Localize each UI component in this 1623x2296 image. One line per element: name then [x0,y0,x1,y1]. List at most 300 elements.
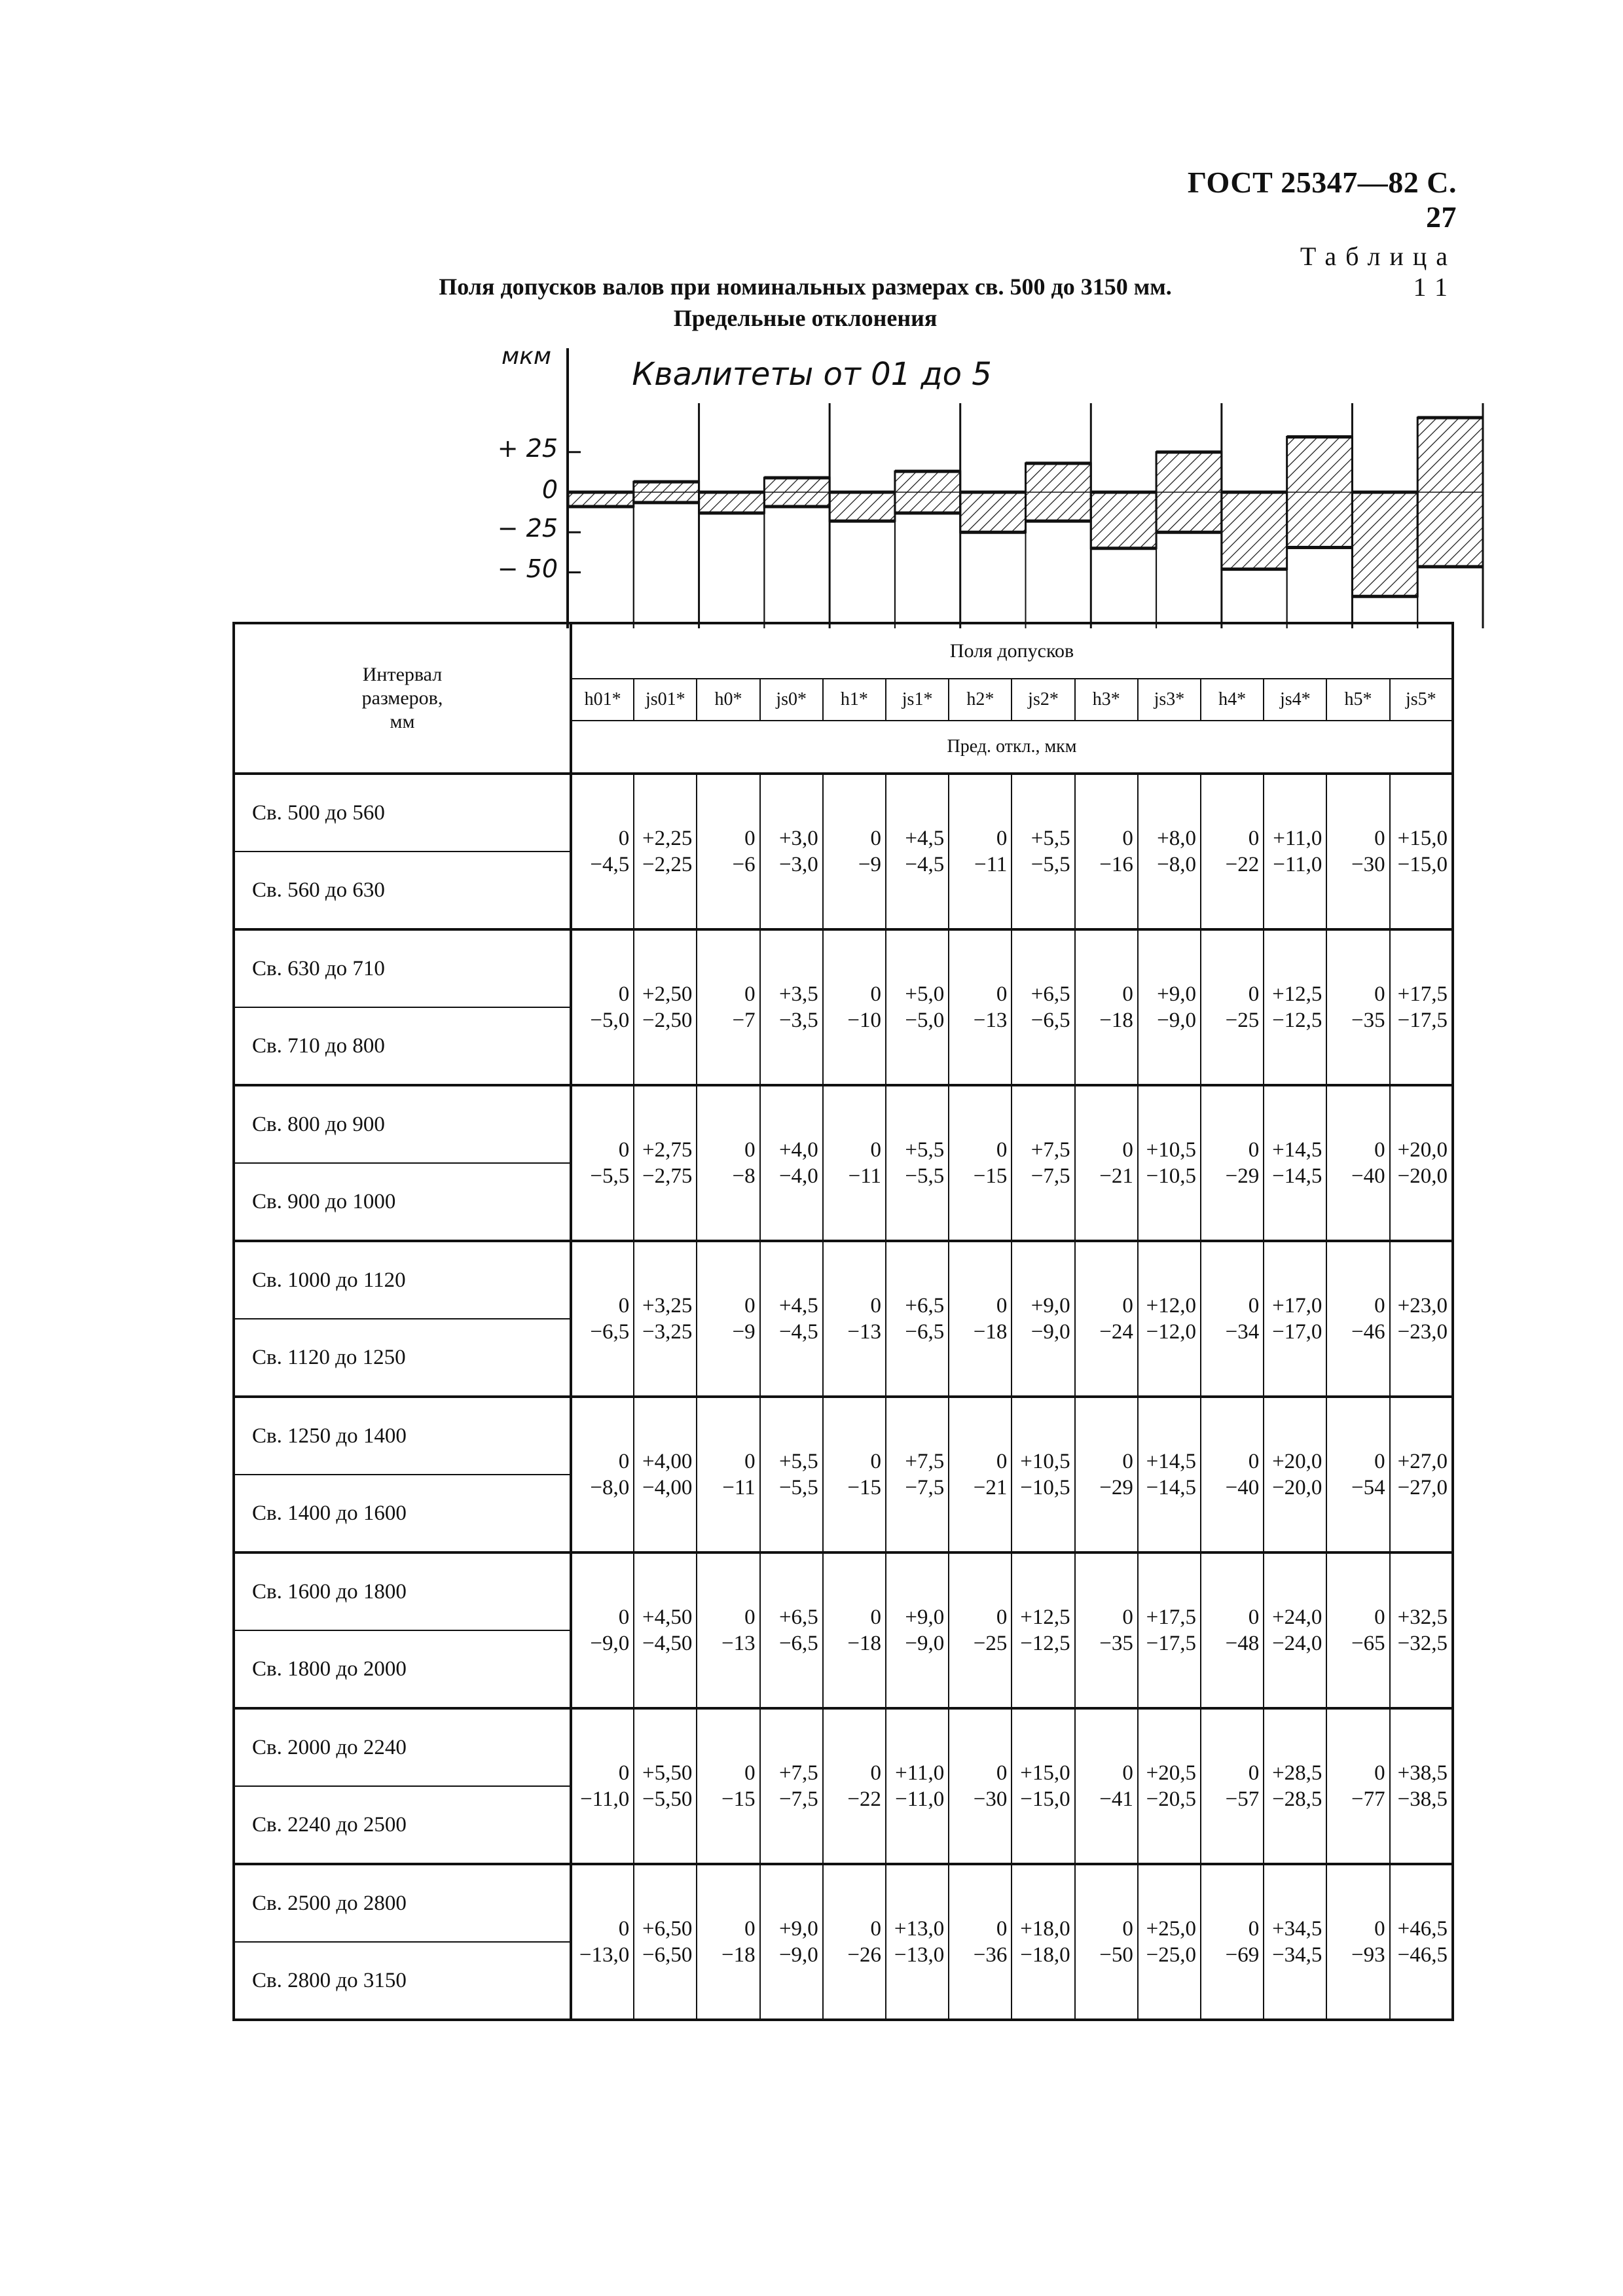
deviation-cell [1138,1397,1201,1552]
upper-deviation: +3,25 [642,1294,693,1318]
lower-deviation: −3,25 [642,1320,693,1344]
lower-deviation: −14,5 [1272,1164,1322,1188]
lower-deviation: −8,0 [590,1476,630,1499]
table-row [234,1397,1453,1475]
lower-deviation: −15,0 [1397,853,1448,876]
upper-deviation: 0 [1122,1761,1133,1785]
upper-deviation: +6,5 [1030,982,1070,1006]
deviation-cell [1138,774,1201,929]
lower-deviation: −20,0 [1397,1164,1448,1188]
lower-deviation: −20,0 [1272,1476,1322,1499]
upper-deviation: 0 [744,1917,756,1941]
lower-deviation: −8 [732,1164,756,1188]
upper-deviation: +14,5 [1146,1450,1197,1473]
field-header-cell: js3* [1138,679,1201,721]
upper-deviation: 0 [1248,1450,1260,1473]
tolerance-zone-h0 [699,492,765,513]
lower-deviation: −15,0 [1020,1787,1070,1811]
lower-deviation: −13 [847,1320,882,1344]
deviation-cell [823,1397,886,1552]
upper-deviation: 0 [1248,1294,1260,1318]
deviation-cell [886,774,949,929]
upper-deviation: +6,50 [642,1917,693,1941]
deviation-cell [1390,774,1453,929]
lower-deviation: −11 [722,1476,756,1499]
deviation-cell [571,1552,634,1708]
upper-deviation: 0 [618,1138,630,1162]
table-caption [249,271,1362,334]
deviation-cell [634,1241,697,1397]
deviation-cell [1012,1552,1074,1708]
upper-deviation: +4,50 [642,1605,693,1629]
deviation-cell [760,1397,823,1552]
deviation-cell [949,1241,1012,1397]
upper-deviation: 0 [996,1450,1008,1473]
deviation-cell [1075,1397,1138,1552]
deviation-cell [1390,1552,1453,1708]
deviation-cell [1138,1085,1201,1241]
upper-deviation: +17,5 [1146,1605,1197,1629]
lower-deviation: −10,5 [1020,1476,1070,1499]
diagram-unit-label: мкм [501,343,552,370]
upper-deviation: 0 [996,1138,1008,1162]
deviation-cell [571,1708,634,1864]
size-interval-label: Св. 1000 до 1120 [234,1241,571,1319]
deviation-cell [1075,774,1138,929]
deviation-cell [1201,1864,1264,2020]
lower-deviation: −7,5 [1030,1164,1070,1188]
lower-deviation: −5,5 [590,1164,630,1188]
lower-deviation: −69 [1225,1943,1260,1967]
deviation-cell [1138,1241,1201,1397]
deviation-cell [1264,1552,1326,1708]
diagram-tick-label: + 25 [497,434,558,463]
upper-deviation: +4,5 [778,1294,818,1318]
deviation-cell [760,774,823,929]
diagram-tick-label: 0 [541,475,558,504]
lower-deviation: −17,5 [1397,1009,1448,1032]
deviation-cell [1390,1085,1453,1241]
deviation-cell [886,1241,949,1397]
interval-header-line: Интервал [362,664,443,685]
lower-deviation: −4,5 [590,853,630,876]
upper-deviation: +9,0 [1157,982,1197,1006]
deviation-cell [760,929,823,1085]
deviation-cell [1264,774,1326,929]
upper-deviation: 0 [618,1294,630,1318]
upper-deviation: +4,00 [642,1450,693,1473]
upper-deviation: 0 [1122,827,1133,850]
lower-deviation: −30 [1351,853,1385,876]
lower-deviation: −27,0 [1397,1476,1448,1499]
upper-deviation: +11,0 [1273,827,1322,850]
deviation-cell [1201,929,1264,1085]
lower-deviation: −11 [848,1164,882,1188]
upper-deviation: 0 [1248,827,1260,850]
lower-deviation: −3,0 [778,853,818,876]
table-row [234,1085,1453,1163]
upper-deviation: +23,0 [1397,1294,1448,1318]
lower-deviation: −4,5 [778,1320,818,1344]
upper-deviation: 0 [1248,1138,1260,1162]
deviation-cell [1326,1708,1389,1864]
upper-deviation: 0 [870,1605,882,1629]
upper-deviation: +12,5 [1272,982,1322,1006]
deviation-cell [1326,1241,1389,1397]
deviation-cell [760,1241,823,1397]
upper-deviation: 0 [996,982,1008,1006]
upper-deviation: 0 [1122,982,1133,1006]
deviation-cell [886,1708,949,1864]
upper-deviation: +6,5 [905,1294,945,1318]
lower-deviation: −15 [721,1787,756,1811]
deviation-cell [634,1552,697,1708]
upper-deviation: +5,5 [1030,827,1070,850]
field-header-cell: js01* [634,679,697,721]
caption-line-2: Предельные отклонения [673,305,938,331]
upper-deviation: +34,5 [1272,1917,1322,1941]
lower-deviation: −4,00 [642,1476,693,1499]
deviation-cell [1326,774,1389,929]
upper-deviation: 0 [870,1450,882,1473]
tolerance-zone-h5 [1352,492,1417,596]
lower-deviation: −2,50 [642,1009,693,1032]
interval-column-header [234,623,571,774]
deviation-cell [1264,1241,1326,1397]
deviation-cell [634,1864,697,2020]
upper-deviation: +7,5 [1030,1138,1070,1162]
deviation-cell [949,1864,1012,2020]
lower-deviation: −46,5 [1397,1943,1448,1967]
lower-deviation: −9,0 [1157,1009,1197,1032]
deviation-cell [823,1241,886,1397]
tolerance-zone-h01 [568,492,634,507]
deviation-cell [760,1708,823,1864]
upper-deviation: +15,0 [1397,827,1448,850]
deviation-cell [1138,1708,1201,1864]
deviation-cell [697,1552,759,1708]
upper-deviation: +28,5 [1272,1761,1322,1785]
lower-deviation: −34 [1225,1320,1260,1344]
lower-deviation: −54 [1351,1476,1385,1499]
lower-deviation: −30 [973,1787,1008,1811]
deviation-cell [571,1241,634,1397]
size-interval-label: Св. 1600 до 1800 [234,1552,571,1630]
upper-deviation: 0 [618,982,630,1006]
lower-deviation: −13 [973,1009,1008,1032]
lower-deviation: −77 [1351,1787,1385,1811]
lower-deviation: −17,5 [1146,1632,1197,1655]
upper-deviation: +2,50 [642,982,693,1006]
lower-deviation: −5,5 [1030,853,1070,876]
lower-deviation: −35 [1351,1009,1385,1032]
deviation-cell [634,1085,697,1241]
lower-deviation: −5,5 [778,1476,818,1499]
upper-deviation: +9,0 [1030,1294,1070,1318]
upper-deviation: 0 [870,827,882,850]
upper-deviation: 0 [1374,1294,1385,1318]
deviation-cell [697,1397,759,1552]
upper-deviation: +12,5 [1020,1605,1070,1629]
tolerance-zone-h2 [960,492,1026,532]
lower-deviation: −21 [1099,1164,1133,1188]
size-interval-label: Св. 1250 до 1400 [234,1397,571,1475]
upper-deviation: 0 [744,982,756,1006]
upper-deviation: 0 [1122,1294,1133,1318]
lower-deviation: −6,5 [590,1320,630,1344]
table-header [234,623,1453,774]
lower-deviation: −11,0 [1273,853,1322,876]
deviation-cell [1012,1241,1074,1397]
diagram-tick-label: − 25 [497,514,558,543]
upper-deviation: 0 [1374,827,1385,850]
size-interval-label: Св. 500 до 560 [234,774,571,852]
lower-deviation: −10,5 [1146,1164,1197,1188]
upper-deviation: +12,0 [1146,1294,1197,1318]
upper-deviation: 0 [1122,1138,1133,1162]
size-interval-label: Св. 1400 до 1600 [234,1475,571,1552]
lower-deviation: −5,50 [642,1787,693,1811]
deviation-cell [1138,1552,1201,1708]
field-header-cell: js2* [1012,679,1074,721]
lower-deviation: −36 [973,1943,1008,1967]
lower-deviation: −13,0 [579,1943,630,1967]
deviation-cell [1264,1085,1326,1241]
tolerance-zone-h3 [1091,492,1156,548]
upper-deviation: +11,0 [895,1761,945,1785]
lower-deviation: −13,0 [894,1943,945,1967]
lower-deviation: −22 [1225,853,1260,876]
upper-deviation: 0 [1374,1605,1385,1629]
lower-deviation: −5,5 [905,1164,945,1188]
size-interval-label: Св. 2500 до 2800 [234,1864,571,1942]
upper-deviation: 0 [744,1138,756,1162]
upper-deviation: +7,5 [778,1761,818,1785]
upper-deviation: +20,0 [1272,1450,1322,1473]
lower-deviation: −57 [1225,1787,1260,1811]
lower-deviation: −16 [1099,853,1133,876]
lower-deviation: −25 [1225,1009,1260,1032]
lower-deviation: −46 [1351,1320,1385,1344]
lower-deviation: −12,0 [1146,1320,1197,1344]
field-header-cell: h1* [823,679,886,721]
lower-deviation: −25,0 [1146,1943,1197,1967]
upper-deviation: 0 [744,1450,756,1473]
deviation-cell [634,1708,697,1864]
upper-deviation: +2,75 [642,1138,693,1162]
deviation-cell [886,1397,949,1552]
lower-deviation: −6 [732,853,756,876]
field-header-cell: js1* [886,679,949,721]
lower-deviation: −29 [1099,1476,1133,1499]
deviation-cell [1264,1708,1326,1864]
lower-deviation: −35 [1099,1632,1133,1655]
size-interval-label: Св. 560 до 630 [234,852,571,929]
upper-deviation: 0 [870,1138,882,1162]
upper-deviation: +5,5 [905,1138,945,1162]
upper-deviation: +7,5 [905,1450,945,1473]
upper-deviation: +5,5 [778,1450,818,1473]
deviation-cell [571,1397,634,1552]
lower-deviation: −9,0 [1030,1320,1070,1344]
field-header-cell: h0* [697,679,759,721]
deviation-cell [697,1085,759,1241]
upper-deviation: 0 [1374,1138,1385,1162]
size-interval-label: Св. 2000 до 2240 [234,1708,571,1786]
lower-deviation: −38,5 [1397,1787,1448,1811]
upper-deviation: 0 [744,827,756,850]
deviation-cell [697,929,759,1085]
upper-deviation: 0 [996,1761,1008,1785]
upper-deviation: +8,0 [1157,827,1197,850]
upper-deviation: +9,0 [905,1605,945,1629]
field-header-cell: js5* [1390,679,1453,721]
deviation-cell [823,1552,886,1708]
lower-deviation: −28,5 [1272,1787,1322,1811]
tolerance-table [232,622,1454,2021]
deviation-cell [1012,1397,1074,1552]
deviation-cell [571,929,634,1085]
upper-deviation: 0 [1248,1917,1260,1941]
deviation-cell [1012,1085,1074,1241]
lower-deviation: −93 [1351,1943,1385,1967]
field-header-cell: h4* [1201,679,1264,721]
deviation-cell [697,1708,759,1864]
lower-deviation: −34,5 [1272,1943,1322,1967]
lower-deviation: −5,0 [590,1009,630,1032]
upper-deviation: +5,50 [642,1761,693,1785]
lower-deviation: −6,5 [905,1320,945,1344]
upper-deviation: 0 [870,1294,882,1318]
deviation-cell [1264,1864,1326,2020]
table-number: Таблица 11 [1300,242,1457,302]
upper-deviation: +4,5 [905,827,945,850]
lower-deviation: −21 [973,1476,1008,1499]
upper-deviation: 0 [744,1294,756,1318]
deviation-cell [1075,1552,1138,1708]
lower-deviation: −3,5 [778,1009,818,1032]
lower-deviation: −24,0 [1272,1632,1322,1655]
deviation-cell [1326,929,1389,1085]
upper-deviation: 0 [1374,1761,1385,1785]
deviation-cell [823,1864,886,2020]
upper-deviation: +32,5 [1397,1605,1448,1629]
tolerance-diagram [458,340,1493,628]
field-header-cell: h5* [1326,679,1389,721]
upper-deviation: +17,0 [1272,1294,1322,1318]
units-header: Пред. откл., мкм [571,721,1453,774]
lower-deviation: −50 [1099,1943,1133,1967]
lower-deviation: −17,0 [1272,1320,1322,1344]
upper-deviation: 0 [996,1917,1008,1941]
lower-deviation: −9 [732,1320,756,1344]
lower-deviation: −18,0 [1020,1943,1070,1967]
upper-deviation: +9,0 [778,1917,818,1941]
deviation-cell [1201,774,1264,929]
interval-header-line: мм [390,711,415,732]
deviation-cell [697,1864,759,2020]
deviation-cell [634,1397,697,1552]
size-interval-label: Св. 2800 до 3150 [234,1942,571,2020]
deviation-cell [1326,1085,1389,1241]
lower-deviation: −4,50 [642,1632,693,1655]
upper-deviation: 0 [996,827,1008,850]
page-header: ГОСТ 25347—82 С. 27 [1187,166,1457,234]
lower-deviation: −32,5 [1397,1632,1448,1655]
lower-deviation: −14,5 [1146,1476,1197,1499]
lower-deviation: −13 [721,1632,756,1655]
deviation-cell [1201,1397,1264,1552]
deviation-cell [1075,1864,1138,2020]
upper-deviation: 0 [1122,1450,1133,1473]
deviation-cell [1075,1085,1138,1241]
upper-deviation: +46,5 [1397,1917,1448,1941]
table-row [234,1708,1453,1786]
deviation-cell [886,1552,949,1708]
lower-deviation: −11,0 [580,1787,630,1811]
caption-line-1: Поля допусков валов при номинальных размерах св. 500 до 3150 мм. [439,274,1172,300]
deviation-cell [1012,1864,1074,2020]
deviation-cell [571,774,634,929]
table-row [234,1241,1453,1319]
upper-deviation: 0 [1374,982,1385,1006]
upper-deviation: 0 [618,1450,630,1473]
lower-deviation: −20,5 [1146,1787,1197,1811]
size-interval-label: Св. 2240 до 2500 [234,1786,571,1864]
upper-deviation: 0 [870,1917,882,1941]
deviation-cell [1201,1708,1264,1864]
field-header-cell: h3* [1075,679,1138,721]
upper-deviation: +3,0 [778,827,818,850]
lower-deviation: −6,5 [1030,1009,1070,1032]
upper-deviation: +3,5 [778,982,818,1006]
upper-deviation: 0 [618,1917,630,1941]
table-row [234,1552,1453,1630]
upper-deviation: +20,0 [1397,1138,1448,1162]
size-interval-label: Св. 1800 до 2000 [234,1630,571,1708]
upper-deviation: 0 [618,1605,630,1629]
upper-deviation: +25,0 [1146,1917,1197,1941]
lower-deviation: −6,5 [778,1632,818,1655]
deviation-cell [1075,1241,1138,1397]
lower-deviation: −7 [732,1009,756,1032]
deviation-cell [886,1085,949,1241]
deviation-cell [1201,1085,1264,1241]
lower-deviation: −18 [973,1320,1008,1344]
upper-deviation: +38,5 [1397,1761,1448,1785]
table-row [234,774,1453,852]
deviation-cell [949,1552,1012,1708]
upper-deviation: 0 [1122,1605,1133,1629]
upper-deviation: 0 [1248,1605,1260,1629]
deviation-cell [886,929,949,1085]
upper-deviation: 0 [1122,1917,1133,1941]
field-header-cell: js4* [1264,679,1326,721]
size-interval-label: Св. 710 до 800 [234,1007,571,1085]
deviation-cell [1390,1397,1453,1552]
lower-deviation: −10 [847,1009,882,1032]
deviation-cell [1390,1241,1453,1397]
lower-deviation: −2,75 [642,1164,693,1188]
deviation-cell [697,774,759,929]
deviation-cell [760,1864,823,2020]
upper-deviation: +18,0 [1020,1917,1070,1941]
upper-deviation: +13,0 [894,1917,945,1941]
deviation-cell [760,1552,823,1708]
deviation-cell [949,1085,1012,1241]
deviation-cell [949,774,1012,929]
lower-deviation: −18 [721,1943,756,1967]
